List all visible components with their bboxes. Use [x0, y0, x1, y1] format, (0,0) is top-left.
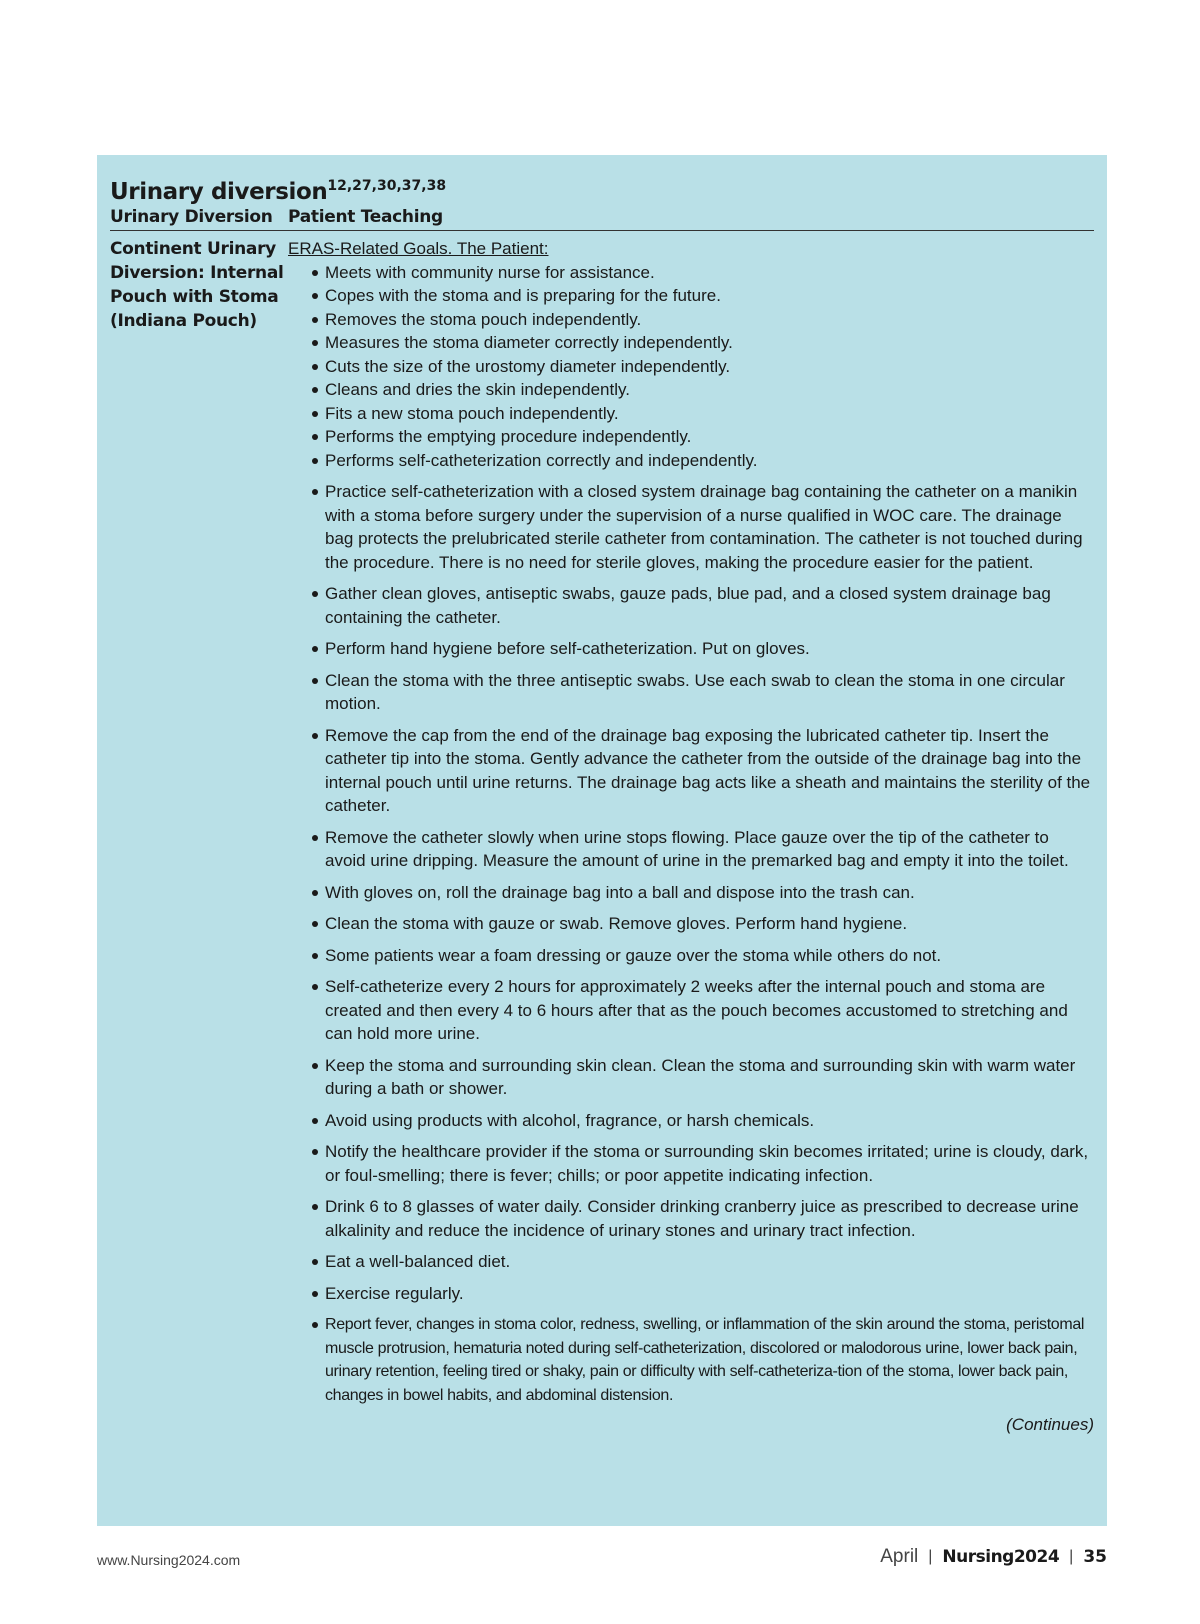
- patient-teaching-cell: [288, 237, 1094, 1437]
- list-item: Removes the stoma pouch independently.: [288, 308, 1094, 332]
- urinary-diversion-sidebar: [97, 155, 1107, 1526]
- list-item: Eat a well-balanced diet.: [288, 1250, 1094, 1274]
- list-item: Keep the stoma and surrounding skin clean. Clean the stoma and surrounding skin with warm water during a bath or shower.: [288, 1054, 1094, 1101]
- list-item: Report fever, changes in stoma color, redness, swelling, or inflammation of the skin around the stoma, peristomal muscle protrusion, hematuria noted during self-catheterization, discolored or malodorous urine, lower back pain, urinary retention, feeling tired or shaky, pain or difficulty with self-catheteriza-tion of the stoma, lower back pain, changes in bowel habits, and abdominal distension.: [288, 1313, 1094, 1407]
- list-item: Clean the stoma with the three antiseptic swabs. Use each swab to clean the stoma in one circular motion.: [288, 669, 1094, 716]
- list-item: Clean the stoma with gauze or swab. Remove gloves. Perform hand hygiene.: [288, 912, 1094, 936]
- list-item: Some patients wear a foam dressing or gauze over the stoma while others do not.: [288, 944, 1094, 968]
- list-item: Remove the cap from the end of the drainage bag exposing the lubricated catheter tip. Insert the catheter tip into the stoma. Gently advance the catheter from the outside of the drainage bag into the internal pouch until urine returns. The drainage bag acts like a sheath and maintains the sterility of the catheter.: [288, 724, 1094, 818]
- list-item: Notify the healthcare provider if the stoma or surrounding skin becomes irritated; urine is cloudy, dark, or foul-smelling; there is fever; chills; or poor appetite indicating infection.: [288, 1140, 1094, 1187]
- list-item: Remove the catheter slowly when urine stops flowing. Place gauze over the tip of the catheter to avoid urine dripping. Measure the amount of urine in the premarked bag and empty it into the toilet.: [288, 826, 1094, 873]
- goals-heading: ERAS-Related Goals. The Patient:: [288, 239, 549, 258]
- footer-folio: [880, 1546, 1107, 1568]
- list-item: Cuts the size of the urostomy diameter independently.: [288, 355, 1094, 379]
- col-header-urinary-diversion: Urinary Diversion: [110, 207, 273, 227]
- list-item: Performs the emptying procedure independently.: [288, 425, 1094, 449]
- list-item: Gather clean gloves, antiseptic swabs, gauze pads, blue pad, and a closed system drainage bag containing the catheter.: [288, 582, 1094, 629]
- footer-magazine: Nursing2024: [942, 1547, 1060, 1567]
- list-item: Self-catheterize every 2 hours for approximately 2 weeks after the internal pouch and stoma are created and then every 4 to 6 hours after that as the pouch becomes accustomed to stretching and can hold more urine.: [288, 975, 1094, 1046]
- footer-separator: |: [928, 1548, 933, 1565]
- diversion-type: Continent Urinary Diversion: Internal Pouch with Stoma (Indiana Pouch): [110, 239, 284, 331]
- list-item: Fits a new stoma pouch independently.: [288, 402, 1094, 426]
- list-item: Perform hand hygiene before self-catheterization. Put on gloves.: [288, 637, 1094, 661]
- footer-month: April: [880, 1546, 919, 1567]
- list-item: Drink 6 to 8 glasses of water daily. Consider drinking cranberry juice as prescribed to decrease urine alkalinity and reduce the incidence of urinary stones and urinary tract infection.: [288, 1195, 1094, 1242]
- footer-url: www.Nursing2024.com: [97, 1552, 241, 1568]
- teaching-list: [288, 480, 1094, 1407]
- list-item: Measures the stoma diameter correctly independently.: [288, 331, 1094, 355]
- list-item: With gloves on, roll the drainage bag into a ball and dispose into the trash can.: [288, 881, 1094, 905]
- list-item: Meets with community nurse for assistance.: [288, 261, 1094, 285]
- box-title: Urinary diversion$^{12,27,30,37,38}$: [110, 178, 447, 205]
- table-header: [110, 207, 1094, 231]
- footer-separator: |: [1069, 1548, 1074, 1565]
- list-item: Cleans and dries the skin independently.: [288, 378, 1094, 402]
- list-item: Performs self-catheterization correctly and independently.: [288, 449, 1094, 473]
- title-references: 12,27,30,37,38: [327, 178, 447, 194]
- continues-note: (Continues): [1006, 1415, 1094, 1434]
- list-item: Copes with the stoma and is preparing for the future.: [288, 284, 1094, 308]
- list-item: Avoid using products with alcohol, fragrance, or harsh chemicals.: [288, 1109, 1094, 1133]
- col-header-patient-teaching: Patient Teaching: [288, 207, 443, 227]
- goals-list: [288, 261, 1094, 473]
- table-row: [110, 237, 1094, 1437]
- list-item: Exercise regularly.: [288, 1282, 1094, 1306]
- list-item: Practice self-catheterization with a closed system drainage bag containing the catheter on a manikin with a stoma before surgery under the supervision of a nurse qualified in WOC care. The drainage bag protects the prelubricated sterile catheter from contamination. The catheter is not touched during the procedure. There is no need for sterile gloves, making the procedure easier for the patient.: [288, 480, 1094, 574]
- page-number: 35: [1083, 1547, 1107, 1567]
